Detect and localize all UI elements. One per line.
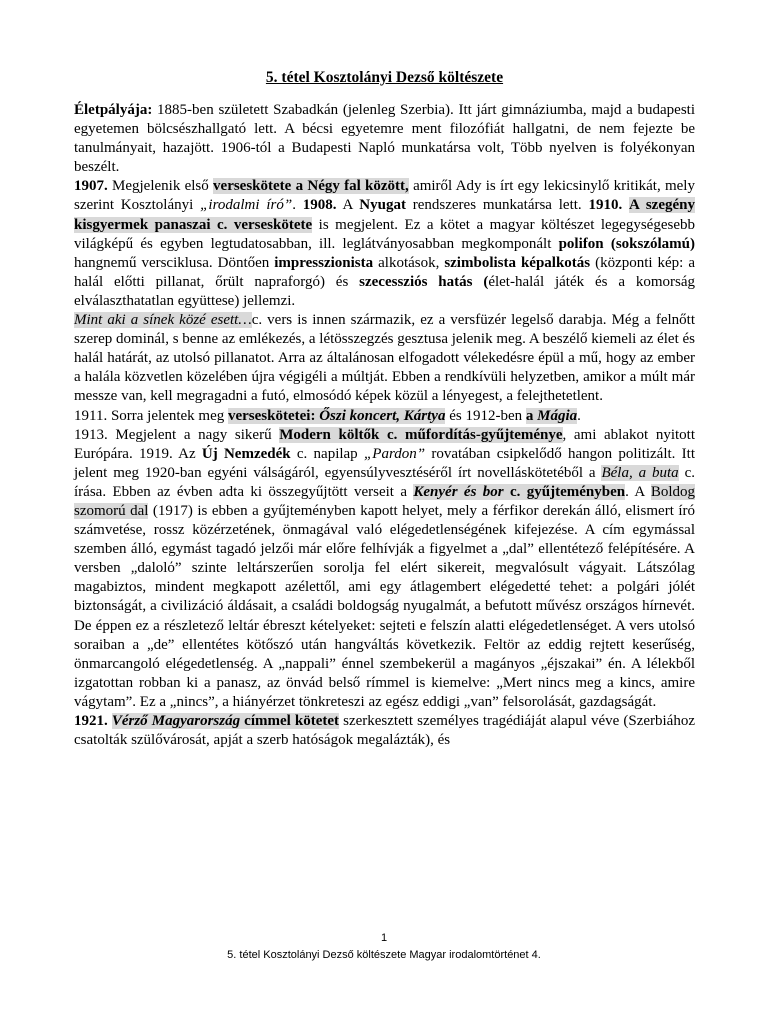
highlight: Vérző Magyarország címmel kötetet [111, 713, 340, 729]
paragraph-sinek: Mint aki a sínek közé esett…c. vers is innen származik, ez a versfüzér legelső darabja. Még a felnőtt szerep dominál, s benne az emlékezés, a létösszegzés gesztusa jelenik meg. A beszélő kiemeli az élet és halál határát, az utolsó pillanatot. Arra az általánosan elfogadott vélekedésre épül a mű, hogy az ember a halála közvetlen közelében újra végigéli a múltját. Ebben a rendkívüli helyzetben, amikor a múlt már messze van, kell megragadni a futó, elmosódó képek közül a lényegest, a felejthetetlent. [74, 312, 695, 405]
highlight: verseskötete a Négy fal között, [213, 178, 409, 195]
highlight: Boldog szomorú dal [74, 483, 695, 519]
paragraph-1911: 1911. Sorra jelentek meg verseskötetei: Őszi koncert, Kártya és 1912-ben a Mágia. [74, 407, 581, 424]
paragraph-1921: 1921. Vérző Magyarország címmel kötetet szerkesztett személyes tragédiáját alapul véve (Szerbiához csatolták szülővárosát, apját a szerb hatóságok megalázták), és [74, 713, 695, 749]
document-page [74, 68, 695, 750]
document-title: 5. tétel Kosztolányi Dezső költészete [265, 69, 504, 86]
highlight: Modern költők c. műfordítás-gyűjteménye [279, 426, 563, 443]
page-number: 1 [380, 932, 388, 944]
paragraph-eletpalya: Életpályája: 1885-ben született Szabadkán (jelenleg Szerbia). Itt járt gimnáziumba, majd a budapesti egyetemen bölcsészhallgató lett. A bécsi egyetemre ment filozófiát hallgatni, de nem fejezte be tanulmányait, hazajött. 1906-tól a Budapesti Napló munkatársa volt, Több nyelven is folyékonyan beszélt. [74, 102, 695, 176]
highlight: A szegény kisgyermek panaszai c. verseskötete [74, 197, 695, 233]
document-body [74, 101, 695, 750]
highlight: verseskötetei: Őszi koncert, Kártya [227, 407, 446, 424]
highlight: a Mágia [525, 407, 578, 424]
highlight: Mint aki a sínek közé esett… [74, 312, 252, 329]
paragraph-1907: 1907. Megjelenik első verseskötete a Négy fal között, amiről Ady is írt egy lekicsinylő kritikát, mely szerint Kosztolányi „irodalmi író”. 1908. A Nyugat rendszeres munkatársa lett. 1910. A szegény kisgyermek panaszai c. verseskötete is megjelent. Ez a kötet a magyar költészet legegységesebb világképű és egyben legtudatosabban, ill. leglátványosabban megkomponált polifon (sokszólamú) hangnemű versciklusa. Döntően impresszionista alkotások, szimbolista képalkotás (központi kép: a halál előtti pillanat, őrült napraforgó) és szecessziós hatás (élet-halál játék és a komorság elválaszthatatlan együttese) jellemzi. [74, 178, 695, 309]
paragraph-1913: 1913. Megjelent a nagy sikerű Modern költők c. műfordítás-gyűjteménye, ami ablakot nyitott Európára. 1919. Az Új Nemzedék c. napilap „Pardon” rovatában csipkelődő hangon politizált. Itt jelent meg 1920-ban egyéni válságáról, egyensúlyvesztéséről írt novelláskötetéből a Béla, a buta c. írása. Ebben az évben adta ki összegyűjtött verseit a Kenyér és bor c. gyűjteményben. A Boldog szomorú dal (1917) is ebben a gyűjteményben kapott helyet, mely a férfikor derekán álló, elismert író számvetése, rossz közérzetének, önmagával való elégedetlenségének kifejezése. A cím egymással szemben álló, egymást tagadó jelzői már előre felhívják a figyelmet a „dal” ellentétező felépítésére. A versben „dalolό” szinte leltárszerűen sorolja fel elért sikereit, megvalósult vágyait. Látszólag magabiztos, mindent megkapott azélettől, ami egy átlagembert elégedetté tehet: a polgári jólét biztonságát, a civilizáció áldásait, a családi boldogság nyugalmát, a befutott művész országos hírnevét. De éppen ez a részletező leltár ébreszt kételyeket: sejteti e felszín alatti elégedetlenséget. A vers utolsó soraiban a „de” ellentétes kötőszó után hangváltás következik. Feltör az eddig rejtett keserűség, önmarcangoló elégedetlenség. A „nappali” énnel szembekerül a magányos „éjszakai” én. A lélekből izgatottan robban ki a panasz, az önvád belső rímmel is kiemelve: „Mert nincs meg a kincs, amire vágytam”. Ez a „nincs”, a hiányérzet tönkreteszi az egész eddigi „van” felsorolását, gazdagságát. [74, 426, 696, 710]
page-footer: 5. tétel Kosztolányi Dezső költészete Magyar irodalomtörténet 4. [227, 949, 541, 961]
highlight: Béla, a buta [601, 464, 679, 481]
highlight: Kenyér és bor c. gyűjteményben [413, 483, 626, 500]
